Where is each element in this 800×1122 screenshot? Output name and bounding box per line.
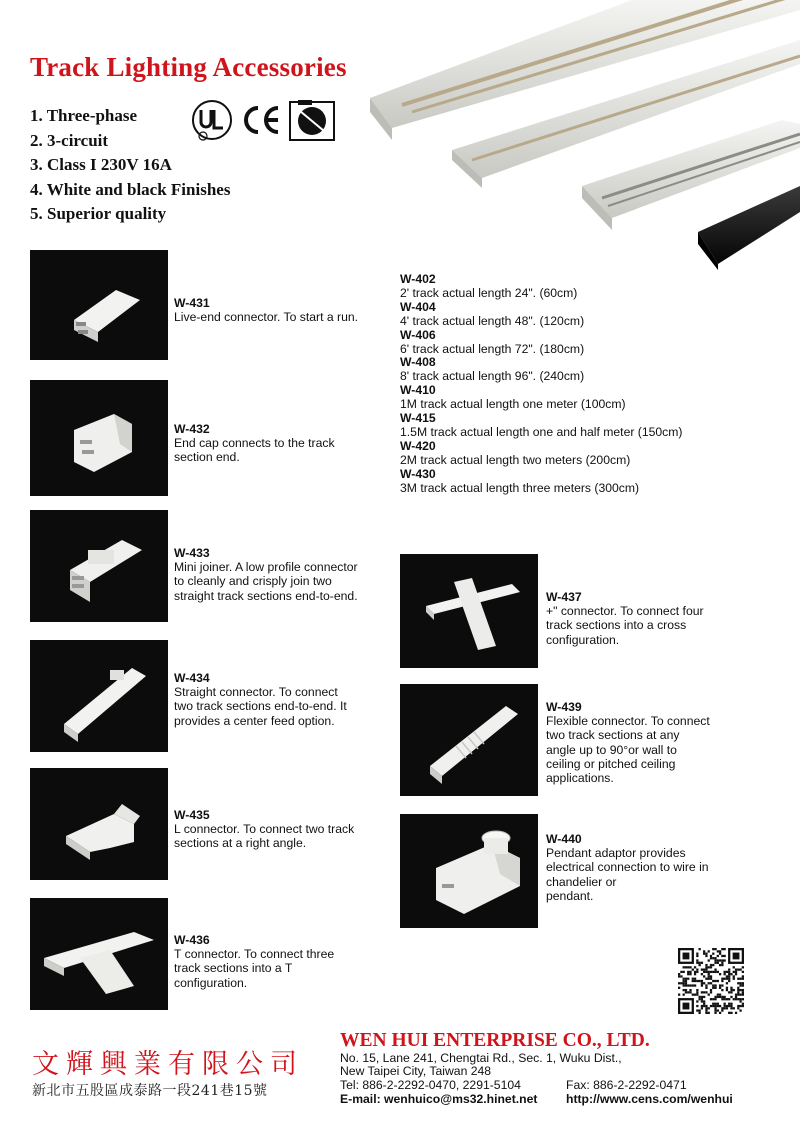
product-w436: W-436 T connector. To connect three track sections into a T configuration. <box>174 933 335 990</box>
email-link[interactable]: E-mail: wenhuico@ms32.hinet.net <box>340 1092 538 1106</box>
feature-item: 1. Three-phase <box>30 106 138 125</box>
chinese-address: 新北市五股區成泰路一段241巷15號 <box>32 1083 268 1099</box>
track-item: W-410 1M track actual length one meter (100cm) <box>400 383 626 412</box>
gs-mark-icon <box>290 100 334 140</box>
telephone: Tel: 886-2-2292-0470, 2291-5104 <box>340 1078 521 1092</box>
track-item: W-402 2' track actual length 24". (60cm) <box>400 272 578 300</box>
track-item: W-430 3M track actual length three meters (300cm) <box>400 466 640 495</box>
product-w434: W-434 Straight connector. To connect two track sections end-to-end. It provides a center feed option. <box>174 671 347 728</box>
product-photo-w434 <box>30 640 168 752</box>
chinese-company-name: 文輝興業有限公司 <box>32 1049 304 1080</box>
track-item: W-415 1.5M track actual length one and half meter (150cm) <box>400 411 683 439</box>
website-link[interactable]: http://www.cens.com/wenhui <box>566 1092 733 1106</box>
ul-certification-mark-icon <box>193 101 231 140</box>
track-rails-image <box>362 0 800 270</box>
product-photo-w437 <box>400 554 538 668</box>
product-photo-w435 <box>30 768 168 880</box>
product-photo-w431 <box>30 250 168 360</box>
feature-item: 2. 3-circuit <box>30 130 109 150</box>
address-line: No. 15, Lane 241, Chengtai Rd., Sec. 1, Wuku Dist., <box>340 1051 622 1065</box>
product-w435: W-435 L connector. To connect two track sections at a right angle. <box>174 808 355 851</box>
qr-code-icon[interactable] <box>678 948 744 1014</box>
track-length-list <box>400 273 683 496</box>
product-w439: W-439 Flexible connector. To connect two track sections at any angle up to 90°or wall to ceiling or pitched ceiling applications. <box>546 700 710 786</box>
product-photo-w436 <box>30 898 168 1010</box>
product-w431: W-431 Live-end connector. To start a run. <box>174 296 359 325</box>
product-photo-w433 <box>30 510 168 622</box>
page-title: Track Lighting Accessories <box>30 52 347 82</box>
certification-logos <box>190 98 350 144</box>
product-photo-w440 <box>400 814 538 928</box>
product-w432: W-432 End cap connects to the track section end. <box>174 422 335 465</box>
product-photo-w432 <box>30 380 168 496</box>
product-w440: W-440 Pendant adaptor provides electrical connection to wire in chandelier or pendant. <box>546 832 709 903</box>
feature-item: 3. Class I 230V 16A <box>30 155 172 174</box>
product-w437: W-437 +" connector. To connect four track sections into a cross configuration. <box>546 590 704 647</box>
fax: Fax: 886-2-2292-0471 <box>566 1078 687 1092</box>
track-item: W-420 2M track actual length two meters (200cm) <box>400 438 631 467</box>
feature-item: 5. Superior quality <box>30 204 167 223</box>
feature-item: 4. White and black Finishes <box>30 179 231 199</box>
track-item: W-404 4' track actual length 48". (120cm) <box>400 299 585 328</box>
track-item: W-408 8' track actual length 96". (240cm) <box>400 355 585 384</box>
address-line: New Taipei City, Taiwan 248 <box>340 1064 492 1078</box>
track-item: W-406 6' track actual length 72". (180cm) <box>400 327 585 356</box>
company-name: WEN HUI ENTERPRISE CO., LTD. <box>340 1030 650 1051</box>
ce-mark-icon <box>246 108 278 132</box>
product-w433: W-433 Mini joiner. A low profile connector to cleanly and crisply join two straight track sections end-to-end. <box>174 546 358 603</box>
product-photo-w439 <box>400 684 538 796</box>
